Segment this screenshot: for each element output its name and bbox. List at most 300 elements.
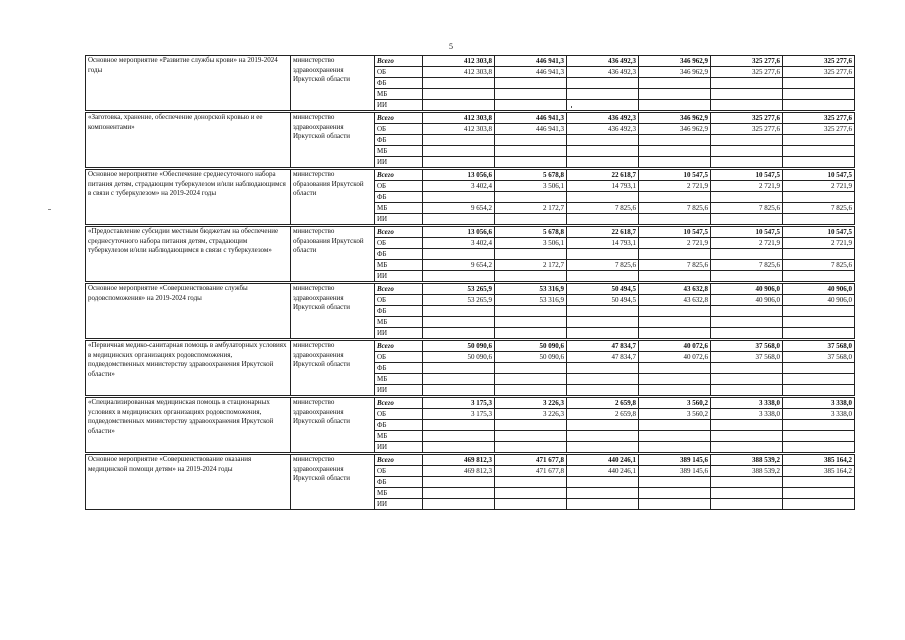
- amount-cell: [567, 78, 639, 89]
- amount-cell: [711, 135, 783, 146]
- table-row: [86, 284, 855, 295]
- table-row: [86, 341, 855, 352]
- amount-cell: [567, 431, 639, 442]
- amount-cell: [711, 363, 783, 374]
- funding-source-label: МБ: [375, 431, 423, 442]
- amount-cell: [567, 442, 639, 453]
- funding-source-label: ФБ: [375, 477, 423, 488]
- activity-name: Основное мероприятие «Совершенствование оказания медицинской помощи детям» на 2019-2024 годы: [86, 455, 291, 510]
- amount-cell: [711, 488, 783, 499]
- amount-cell: [567, 363, 639, 374]
- amount-cell: [639, 317, 711, 328]
- amount-cell: [567, 100, 639, 111]
- amount-cell: [711, 89, 783, 100]
- amount-cell: 325 277,6: [711, 56, 783, 67]
- amount-cell: [567, 157, 639, 168]
- responsible-org: министерство здравоохранения Иркутской области: [291, 341, 375, 396]
- amount-cell: [711, 157, 783, 168]
- amount-cell: 2 721,9: [783, 181, 855, 192]
- amount-cell: 7 825,6: [567, 260, 639, 271]
- amount-cell: [423, 431, 495, 442]
- amount-cell: 3 338,0: [711, 409, 783, 420]
- amount-cell: 13 056,6: [423, 170, 495, 181]
- amount-cell: 14 793,1: [567, 238, 639, 249]
- table-body: [86, 56, 855, 510]
- amount-cell: [783, 477, 855, 488]
- amount-cell: [423, 328, 495, 339]
- amount-cell: 440 246,1: [567, 455, 639, 466]
- amount-cell: [423, 89, 495, 100]
- amount-cell: [711, 385, 783, 396]
- amount-cell: 7 825,6: [567, 203, 639, 214]
- amount-cell: [423, 385, 495, 396]
- amount-cell: [639, 420, 711, 431]
- funding-source-label: МБ: [375, 89, 423, 100]
- amount-cell: 7 825,6: [639, 203, 711, 214]
- amount-cell: 7 825,6: [711, 203, 783, 214]
- amount-cell: 50 090,6: [495, 341, 567, 352]
- amount-cell: [783, 89, 855, 100]
- amount-cell: [495, 317, 567, 328]
- activity-name: «Специализированная медицинская помощь в стационарных условиях в медицинских организациях родовспоможения, подведомственных министерству здравоохранения Иркутской области»: [86, 398, 291, 453]
- amount-cell: [783, 78, 855, 89]
- amount-cell: [783, 363, 855, 374]
- amount-cell: [783, 317, 855, 328]
- amount-cell: [783, 192, 855, 203]
- amount-cell: 50 090,6: [495, 352, 567, 363]
- amount-cell: [711, 374, 783, 385]
- amount-cell: 22 618,7: [567, 227, 639, 238]
- amount-cell: 7 825,6: [783, 260, 855, 271]
- amount-cell: [423, 146, 495, 157]
- amount-cell: [567, 328, 639, 339]
- amount-cell: [639, 271, 711, 282]
- amount-cell: 9 654,2: [423, 203, 495, 214]
- amount-cell: 412 303,8: [423, 113, 495, 124]
- amount-cell: [639, 146, 711, 157]
- amount-cell: [711, 192, 783, 203]
- amount-cell: [783, 374, 855, 385]
- amount-cell: 389 145,6: [639, 455, 711, 466]
- amount-cell: 469 812,3: [423, 455, 495, 466]
- funding-source-label: ФБ: [375, 363, 423, 374]
- funding-source-label: ФБ: [375, 306, 423, 317]
- amount-cell: 436 492,3: [567, 113, 639, 124]
- amount-cell: 53 316,9: [495, 284, 567, 295]
- amount-cell: 325 277,6: [783, 56, 855, 67]
- funding-source-label: Всего: [375, 284, 423, 295]
- funding-source-label: ИИ: [375, 385, 423, 396]
- amount-cell: 50 494,5: [567, 284, 639, 295]
- amount-cell: 3 226,3: [495, 409, 567, 420]
- amount-cell: [711, 420, 783, 431]
- amount-cell: 346 962,9: [639, 67, 711, 78]
- page-number: 5: [449, 42, 453, 51]
- amount-cell: 40 906,0: [711, 295, 783, 306]
- amount-cell: [639, 328, 711, 339]
- responsible-org: министерство здравоохранения Иркутской области: [291, 455, 375, 510]
- amount-cell: [495, 306, 567, 317]
- table-row: [86, 455, 855, 466]
- amount-cell: [423, 442, 495, 453]
- funding-source-label: ФБ: [375, 192, 423, 203]
- funding-source-label: ИИ: [375, 328, 423, 339]
- amount-cell: 325 277,6: [783, 113, 855, 124]
- funding-source-label: МБ: [375, 203, 423, 214]
- amount-cell: 2 721,9: [711, 181, 783, 192]
- amount-cell: [639, 363, 711, 374]
- amount-cell: 436 492,3: [567, 56, 639, 67]
- amount-cell: [639, 306, 711, 317]
- amount-cell: [711, 146, 783, 157]
- amount-cell: [423, 420, 495, 431]
- amount-cell: [567, 271, 639, 282]
- amount-cell: 14 793,1: [567, 181, 639, 192]
- amount-cell: 5 678,8: [495, 170, 567, 181]
- amount-cell: 325 277,6: [783, 67, 855, 78]
- funding-source-label: ОБ: [375, 352, 423, 363]
- amount-cell: [567, 477, 639, 488]
- activity-name: «Первичная медико-санитарная помощь в амбулаторных условиях в медицинских организациях родовспоможения, подведомственных министерству здравоохранения Иркутской области»: [86, 341, 291, 396]
- amount-cell: [495, 249, 567, 260]
- amount-cell: 40 072,6: [639, 352, 711, 363]
- amount-cell: [783, 306, 855, 317]
- responsible-org: министерство образования Иркутской области: [291, 227, 375, 282]
- amount-cell: 3 506,1: [495, 238, 567, 249]
- amount-cell: 10 547,5: [711, 227, 783, 238]
- amount-cell: [567, 488, 639, 499]
- amount-cell: [711, 214, 783, 225]
- amount-cell: [639, 157, 711, 168]
- amount-cell: [711, 477, 783, 488]
- amount-cell: [423, 374, 495, 385]
- amount-cell: [783, 249, 855, 260]
- funding-source-label: ИИ: [375, 157, 423, 168]
- amount-cell: 40 906,0: [783, 295, 855, 306]
- amount-cell: [423, 157, 495, 168]
- amount-cell: 7 825,6: [639, 260, 711, 271]
- amount-cell: [567, 420, 639, 431]
- amount-cell: 325 277,6: [711, 67, 783, 78]
- amount-cell: 471 677,8: [495, 466, 567, 477]
- amount-cell: [423, 249, 495, 260]
- funding-source-label: ФБ: [375, 420, 423, 431]
- amount-cell: [711, 78, 783, 89]
- amount-cell: [639, 249, 711, 260]
- amount-cell: 53 265,9: [423, 284, 495, 295]
- funding-source-label: ОБ: [375, 295, 423, 306]
- amount-cell: [639, 89, 711, 100]
- amount-cell: [423, 306, 495, 317]
- amount-cell: 10 547,5: [639, 170, 711, 181]
- amount-cell: [423, 477, 495, 488]
- amount-cell: 10 547,5: [639, 227, 711, 238]
- amount-cell: [783, 420, 855, 431]
- amount-cell: [783, 271, 855, 282]
- funding-source-label: Всего: [375, 113, 423, 124]
- amount-cell: [783, 499, 855, 510]
- funding-source-label: ИИ: [375, 271, 423, 282]
- amount-cell: 346 962,9: [639, 113, 711, 124]
- amount-cell: [639, 499, 711, 510]
- amount-cell: [783, 157, 855, 168]
- amount-cell: [711, 328, 783, 339]
- amount-cell: [495, 374, 567, 385]
- amount-cell: 436 492,3: [567, 67, 639, 78]
- amount-cell: 469 812,3: [423, 466, 495, 477]
- amount-cell: [567, 306, 639, 317]
- amount-cell: 3 338,0: [711, 398, 783, 409]
- amount-cell: 37 568,0: [711, 341, 783, 352]
- funding-source-label: ИИ: [375, 499, 423, 510]
- amount-cell: [495, 271, 567, 282]
- amount-cell: 3 402,4: [423, 238, 495, 249]
- table-row: [86, 56, 855, 67]
- amount-cell: [423, 192, 495, 203]
- amount-cell: [711, 249, 783, 260]
- amount-cell: [423, 499, 495, 510]
- funding-source-label: ИИ: [375, 442, 423, 453]
- amount-cell: [495, 488, 567, 499]
- amount-cell: 3 402,4: [423, 181, 495, 192]
- amount-cell: [423, 271, 495, 282]
- amount-cell: [495, 385, 567, 396]
- amount-cell: [423, 214, 495, 225]
- table-row: [86, 170, 855, 181]
- amount-cell: [495, 363, 567, 374]
- amount-cell: [567, 192, 639, 203]
- amount-cell: [711, 100, 783, 111]
- responsible-org: министерство здравоохранения Иркутской области: [291, 56, 375, 111]
- funding-source-label: Всего: [375, 56, 423, 67]
- funding-source-label: Всего: [375, 170, 423, 181]
- amount-cell: [495, 499, 567, 510]
- amount-cell: 10 547,5: [711, 170, 783, 181]
- amount-cell: 3 175,3: [423, 398, 495, 409]
- amount-cell: 385 164,2: [783, 455, 855, 466]
- amount-cell: 446 941,3: [495, 113, 567, 124]
- amount-cell: [567, 146, 639, 157]
- amount-cell: 471 677,8: [495, 455, 567, 466]
- amount-cell: [639, 78, 711, 89]
- funding-source-label: ИИ: [375, 100, 423, 111]
- amount-cell: [783, 385, 855, 396]
- amount-cell: 50 090,6: [423, 352, 495, 363]
- amount-cell: 2 721,9: [639, 238, 711, 249]
- amount-cell: 2 721,9: [639, 181, 711, 192]
- amount-cell: [423, 363, 495, 374]
- amount-cell: [567, 385, 639, 396]
- amount-cell: [495, 431, 567, 442]
- responsible-org: министерство здравоохранения Иркутской области: [291, 284, 375, 339]
- amount-cell: 53 265,9: [423, 295, 495, 306]
- amount-cell: 37 568,0: [711, 352, 783, 363]
- amount-cell: 346 962,9: [639, 124, 711, 135]
- amount-cell: 436 492,3: [567, 124, 639, 135]
- funding-source-label: ОБ: [375, 124, 423, 135]
- amount-cell: 388 539,2: [711, 466, 783, 477]
- amount-cell: 7 825,6: [783, 203, 855, 214]
- funding-source-label: МБ: [375, 488, 423, 499]
- amount-cell: 10 547,5: [783, 227, 855, 238]
- amount-cell: 3 560,2: [639, 398, 711, 409]
- amount-cell: 43 632,8: [639, 284, 711, 295]
- amount-cell: 385 164,2: [783, 466, 855, 477]
- amount-cell: [495, 100, 567, 111]
- responsible-org: министерство здравоохранения Иркутской области: [291, 113, 375, 168]
- amount-cell: [495, 477, 567, 488]
- amount-cell: 47 834,7: [567, 341, 639, 352]
- amount-cell: 388 539,2: [711, 455, 783, 466]
- amount-cell: [495, 328, 567, 339]
- amount-cell: [783, 214, 855, 225]
- funding-source-label: ФБ: [375, 135, 423, 146]
- amount-cell: 446 941,3: [495, 56, 567, 67]
- amount-cell: [567, 249, 639, 260]
- amount-cell: 7 825,6: [711, 260, 783, 271]
- amount-cell: 47 834,7: [567, 352, 639, 363]
- funding-source-label: Всего: [375, 455, 423, 466]
- amount-cell: 43 632,8: [639, 295, 711, 306]
- table-row: [86, 227, 855, 238]
- amount-cell: 2 659,8: [567, 409, 639, 420]
- amount-cell: [783, 146, 855, 157]
- amount-cell: [783, 328, 855, 339]
- amount-cell: 2 172,7: [495, 260, 567, 271]
- amount-cell: [639, 488, 711, 499]
- amount-cell: 412 303,8: [423, 56, 495, 67]
- amount-cell: 446 941,3: [495, 124, 567, 135]
- amount-cell: 3 338,0: [783, 409, 855, 420]
- amount-cell: 40 906,0: [783, 284, 855, 295]
- amount-cell: [495, 420, 567, 431]
- table-row: [86, 113, 855, 124]
- amount-cell: 3 175,3: [423, 409, 495, 420]
- amount-cell: 346 962,9: [639, 56, 711, 67]
- funding-source-label: МБ: [375, 146, 423, 157]
- amount-cell: [495, 146, 567, 157]
- amount-cell: 325 277,6: [711, 113, 783, 124]
- amount-cell: 50 090,6: [423, 341, 495, 352]
- amount-cell: 389 145,6: [639, 466, 711, 477]
- amount-cell: 9 654,2: [423, 260, 495, 271]
- funding-source-label: ОБ: [375, 466, 423, 477]
- amount-cell: 53 316,9: [495, 295, 567, 306]
- amount-cell: 37 568,0: [783, 341, 855, 352]
- amount-cell: [711, 431, 783, 442]
- funding-source-label: ОБ: [375, 409, 423, 420]
- funding-source-label: ФБ: [375, 78, 423, 89]
- amount-cell: [783, 431, 855, 442]
- amount-cell: [495, 78, 567, 89]
- amount-cell: 13 056,6: [423, 227, 495, 238]
- amount-cell: 40 072,6: [639, 341, 711, 352]
- amount-cell: 50 494,5: [567, 295, 639, 306]
- amount-cell: 2 721,9: [711, 238, 783, 249]
- amount-cell: [711, 271, 783, 282]
- funding-source-label: Всего: [375, 398, 423, 409]
- amount-cell: 440 246,1: [567, 466, 639, 477]
- amount-cell: [639, 192, 711, 203]
- activity-name: «Предоставление субсидии местным бюджетам на обеспечение среднесуточного набора питания детям, страдающим туберкулезом и/или наблюдающимся в связи с туберкулезом»: [86, 227, 291, 282]
- activity-name: «Заготовка, хранение, обеспечение донорской кровью и ее компонентами»: [86, 113, 291, 168]
- amount-cell: [495, 157, 567, 168]
- amount-cell: [639, 442, 711, 453]
- amount-cell: [639, 214, 711, 225]
- amount-cell: [711, 317, 783, 328]
- amount-cell: 5 678,8: [495, 227, 567, 238]
- amount-cell: 2 721,9: [783, 238, 855, 249]
- amount-cell: [639, 374, 711, 385]
- amount-cell: 325 277,6: [783, 124, 855, 135]
- funding-source-label: Всего: [375, 341, 423, 352]
- funding-source-label: Всего: [375, 227, 423, 238]
- amount-cell: [423, 78, 495, 89]
- funding-source-label: МБ: [375, 317, 423, 328]
- amount-cell: [639, 431, 711, 442]
- amount-cell: 40 906,0: [711, 284, 783, 295]
- amount-cell: [567, 374, 639, 385]
- amount-cell: [567, 499, 639, 510]
- responsible-org: министерство образования Иркутской области: [291, 170, 375, 225]
- amount-cell: [783, 442, 855, 453]
- activity-name: Основное мероприятие «Развитие службы крови» на 2019-2024 годы: [86, 56, 291, 111]
- amount-cell: [783, 488, 855, 499]
- funding-source-label: ОБ: [375, 67, 423, 78]
- amount-cell: 412 303,8: [423, 124, 495, 135]
- amount-cell: 3 338,0: [783, 398, 855, 409]
- amount-cell: [423, 488, 495, 499]
- amount-cell: [783, 100, 855, 111]
- amount-cell: [711, 306, 783, 317]
- amount-cell: [567, 89, 639, 100]
- scan-mark: [48, 209, 51, 210]
- amount-cell: 2 659,8: [567, 398, 639, 409]
- funding-source-label: ФБ: [375, 249, 423, 260]
- amount-cell: 2 172,7: [495, 203, 567, 214]
- amount-cell: [711, 499, 783, 510]
- amount-cell: [639, 100, 711, 111]
- amount-cell: 3 506,1: [495, 181, 567, 192]
- amount-cell: [567, 135, 639, 146]
- amount-cell: 22 618,7: [567, 170, 639, 181]
- amount-cell: [423, 317, 495, 328]
- amount-cell: 37 568,0: [783, 352, 855, 363]
- amount-cell: 446 941,3: [495, 67, 567, 78]
- funding-source-label: ОБ: [375, 181, 423, 192]
- amount-cell: [495, 442, 567, 453]
- budget-table: [85, 55, 855, 510]
- amount-cell: [639, 385, 711, 396]
- table-row: [86, 398, 855, 409]
- funding-source-label: ИИ: [375, 214, 423, 225]
- amount-cell: [495, 192, 567, 203]
- responsible-org: министерство здравоохранения Иркутской области: [291, 398, 375, 453]
- amount-cell: [423, 135, 495, 146]
- amount-cell: [639, 135, 711, 146]
- amount-cell: [423, 100, 495, 111]
- amount-cell: 3 560,2: [639, 409, 711, 420]
- activity-name: Основное мероприятие «Обеспечение среднесуточного набора питания детям, страдающим туберкулезом и/или наблюдающимся в связи с туберкулезом» на 2019-2024 годы: [86, 170, 291, 225]
- amount-cell: [495, 135, 567, 146]
- amount-cell: 10 547,5: [783, 170, 855, 181]
- amount-cell: [711, 442, 783, 453]
- funding-source-label: МБ: [375, 374, 423, 385]
- amount-cell: [495, 89, 567, 100]
- funding-source-label: МБ: [375, 260, 423, 271]
- activity-name: Основное мероприятие «Совершенствование службы родовспоможения» на 2019-2024 годы: [86, 284, 291, 339]
- amount-cell: [495, 214, 567, 225]
